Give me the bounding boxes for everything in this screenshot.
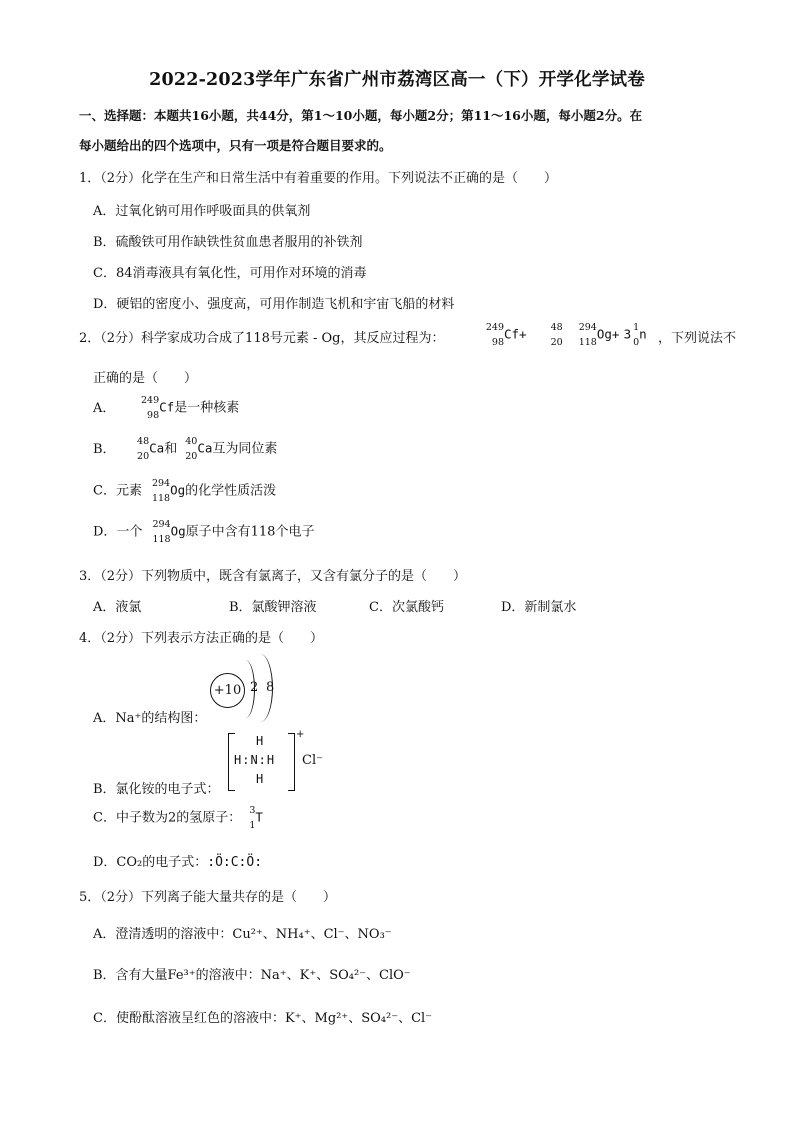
q2-stem-tail: ，下列说法不 <box>658 331 737 346</box>
q2-option-c: C．元素 294 118 Og的化学性质活泼 <box>93 478 277 504</box>
q4-option-d: D．CO₂的电子式：:Ö:C:Ö: <box>93 855 263 870</box>
q2-cf-nuclide: 249 98 <box>485 322 504 348</box>
q2-og-nuclide: 294 118 <box>578 322 597 348</box>
co2-lewis-formula: :Ö:C:Ö: <box>207 855 263 870</box>
q2-c-nuclide: 294 118 <box>151 478 171 504</box>
q2-ca-nuclide: 48 20 <box>550 322 563 348</box>
q3-stem: 3．（2分）下列物质中，既含有氯离子，又含有氯分子的是（ ） <box>79 569 467 584</box>
q1-stem: 1．（2分）化学在生产和日常生活中有着重要的作用。下列说法不正确的是（ ） <box>79 171 558 186</box>
q4-option-b: B．氯化铵的电子式： <box>93 782 220 797</box>
q2-option-b: B． 48 20 Ca和 40 20 Ca互为同位素 <box>93 436 278 462</box>
section-instructions-line2: 每小题给出的四个选项中，只有一项是符合题目要求的。 <box>79 138 392 153</box>
section-instructions-line1: 一、选择题：本题共16小题，共44分，第1～10小题，每小题2分；第11～16小题，每小题2分。在 <box>79 108 643 123</box>
ammonium-chloride-lewis-structure <box>228 729 328 793</box>
q2-a-nuclide: 249 98 <box>141 395 160 421</box>
q2-b-nuclide-48: 48 20 <box>137 436 150 462</box>
q4-option-c: C．中子数为2的氢原子： 3 1 T <box>93 805 263 831</box>
q5-option-c: C．使酚酞溶液呈红色的溶液中：K⁺、Mg²⁺、SO₄²⁻、Cl⁻ <box>93 1011 433 1026</box>
q1-option-a: A．过氧化钠可用作呼吸面具的供氧剂 <box>93 204 311 219</box>
tritium-nuclide: 3 1 <box>249 805 256 831</box>
q1-option-c: C．84消毒液具有氧化性，可用作对环境的消毒 <box>93 266 367 281</box>
q2-option-d: D．一个 294 118 Og原子中含有118个电子 <box>93 519 315 545</box>
q2-d-nuclide: 294 118 <box>152 519 171 545</box>
q2-stem-line2: 正确的是（ ） <box>93 371 198 386</box>
q5-option-a: A．澄清透明的溶液中：Cu²⁺、NH₄⁺、Cl⁻、NO₃⁻ <box>93 927 392 942</box>
q3-option-a: A．液氯 <box>93 600 142 615</box>
shell-1-electrons: 2 <box>250 680 259 695</box>
q2-neutron: 1 0 <box>633 322 640 348</box>
q5-stem: 5．（2分）下列离子能大量共存的是（ ） <box>79 890 337 905</box>
q2-b-nuclide-40: 40 20 <box>185 436 198 462</box>
right-bracket <box>288 733 295 791</box>
page-title: 2022-2023学年广东省广州市荔湾区高一（下）开学化学试卷 <box>149 70 645 90</box>
lewis-h-top: H <box>256 734 264 748</box>
nucleus-circle: +10 <box>210 673 245 708</box>
q4-stem: 4．（2分）下列表示方法正确的是（ ） <box>79 631 324 646</box>
q1-option-d: D．硬铝的密度小、强度高，可用作制造飞机和宇宙飞船的材料 <box>93 297 455 312</box>
q2-stem: 2．（2分）科学家成功合成了118号元素 - Og，其反应过程为： <box>79 331 445 346</box>
q1-option-b: B．硫酸铁可用作缺铁性贫血患者服用的补铁剂 <box>93 235 363 250</box>
q2-option-a: A． 249 98 Cf是一种核素 <box>93 395 240 421</box>
cation-charge: + <box>296 729 305 740</box>
lewis-h-n-h: H:N:H <box>234 753 276 767</box>
q3-option-b: B．氯酸钾溶液 <box>229 600 317 615</box>
q5-option-b: B．含有大量Fe³⁺的溶液中：Na⁺、K⁺、SO₄²⁻、ClO⁻ <box>93 968 411 983</box>
na-ion-structure-diagram <box>208 654 278 722</box>
q3-option-d: D．新制氯水 <box>501 600 577 615</box>
shell-2-electrons: 8 <box>266 680 275 695</box>
q2-reaction: 249 98 Cf+ 48 20 294 118 Og+ 3 1 0 n <box>478 322 647 348</box>
q4-option-a: A．Na⁺的结构图： <box>93 711 207 726</box>
q3-option-c: C．次氯酸钙 <box>369 600 444 615</box>
lewis-h-bottom: H <box>256 772 264 786</box>
chloride-anion: Cl⁻ <box>302 753 323 768</box>
